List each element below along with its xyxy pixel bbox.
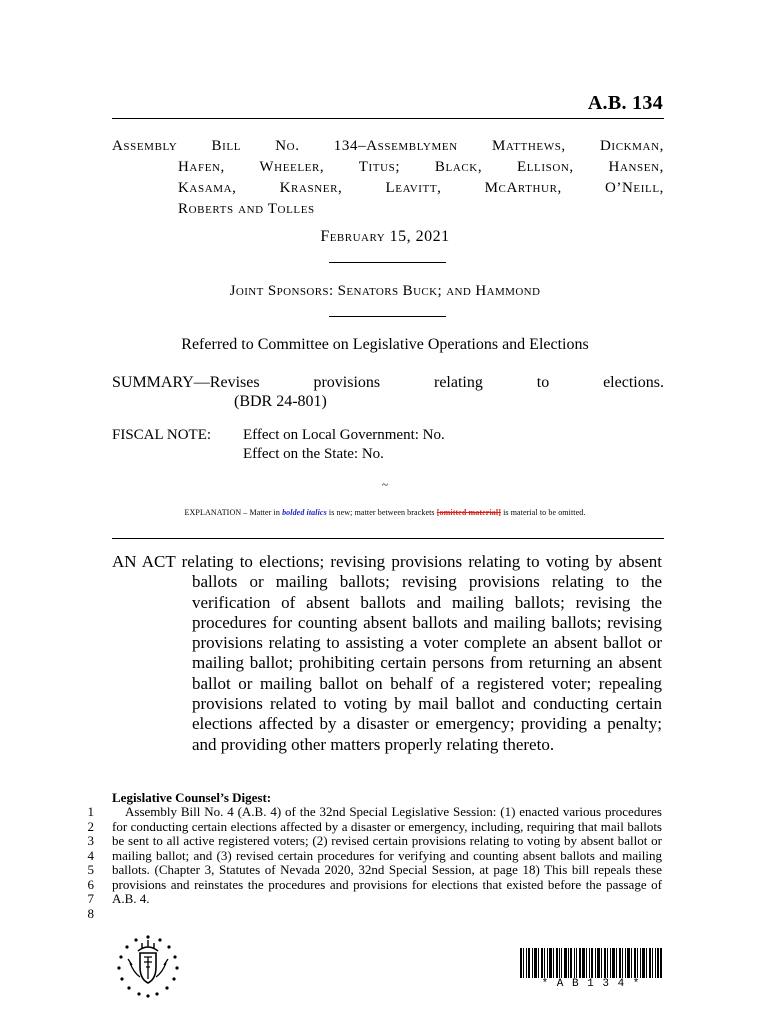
top-divider <box>112 118 664 119</box>
explanation-prefix: EXPLANATION – Matter in <box>184 508 280 517</box>
fiscal-local-effect: Effect on Local Government: No. <box>243 427 445 443</box>
digest-body: Assembly Bill No. 4 (A.B. 4) of the 32nd Special Legislative Session: (1) enacted various procedures for conducting certain elections affected by a disaster or emergency, including, requiring that mail ballots be sent to all active registered voters; (2) revised certain provisions relating to voting by absent ballot or mailing ballot; and (3) revised certain procedures for verifying and counting absent ballots and mailing ballots. (Chapter 3, Statutes of Nevada 2020, 32nd Special Session, at page 18) This bill repeals these provisions and reinstates the procedures and provisions for elections that existed before the passage of A.B. 4. <box>112 804 662 906</box>
summary-word-elections: elections. <box>603 374 664 391</box>
summary-word-to: to <box>536 374 550 391</box>
explanation-new-text: bolded italics <box>282 508 327 517</box>
explanation-omitted-text: [omitted material] <box>436 508 501 517</box>
line-number: 5 <box>87 862 94 877</box>
date-rule <box>329 262 446 263</box>
joint-sponsors: Joint Sponsors: Senators Buck; and Hammond <box>229 283 541 299</box>
line-number: 2 <box>87 818 94 834</box>
introduction-date: February 15, 2021 <box>320 228 450 245</box>
act-title: AN ACT relating to elections; revising provisions relating to voting by absent ballots or mailing ballots; revising provisions relating to the verification of absent ballots and mailing ballots; revising the procedures for counting absent ballots and mailing ballots; revising provisions relating to assisting a voter complete an absent ballot or mailing ballot; prohibiting certain persons from returning an absent ballot or mailing ballot on behalf of a registered voter; repealing provisions related to voting by mail ballot and conducting certain elections affected by a disaster or emergency; providing a penalty; and providing other matters properly relating thereto. <box>112 552 662 754</box>
explanation-note <box>0 508 770 517</box>
line-number: 7 <box>87 891 94 906</box>
joint-sponsors-rule <box>329 316 446 317</box>
sponsors-line-3: Kasama, Krasner, Leavitt, McArthur, O’Neill, <box>178 180 664 196</box>
mid-divider <box>112 538 664 539</box>
line-number: 1 <box>87 804 94 819</box>
line-number: 3 <box>87 833 94 848</box>
digest-title: Legislative Counsel’s Digest: <box>112 790 272 805</box>
state-seal-icon <box>116 933 180 999</box>
summary-label: SUMMARY—Revises <box>112 374 260 391</box>
explanation-suffix: is material to be omitted. <box>503 508 586 517</box>
barcode-label: * A B 1 3 4 * <box>541 978 641 990</box>
bill-number: A.B. 134 <box>587 92 663 114</box>
summary-word-relating: relating <box>434 374 483 391</box>
fiscal-state-effect: Effect on the State: No. <box>243 446 384 462</box>
tilde-separator: ~ <box>382 479 388 491</box>
summary-word-provisions: provisions <box>313 374 381 391</box>
line-number: 8 <box>87 905 94 921</box>
explanation-middle: is new; matter between brackets <box>328 508 435 517</box>
line-number: 6 <box>87 876 94 892</box>
summary-block <box>112 373 664 411</box>
sponsors-line-2: Hafen, Wheeler, Titus; Black, Ellison, Hansen, <box>178 159 664 175</box>
sponsors-line-4: Roberts and Tolles <box>178 201 315 217</box>
line-number: 4 <box>87 847 94 863</box>
barcode-icon <box>520 948 662 978</box>
sponsors-line-1: Assembly Bill No. 134–Assemblymen Matthews, Dickman, <box>112 138 664 154</box>
fiscal-note-label: FISCAL NOTE: <box>112 427 212 443</box>
digest-line-numbers <box>80 805 94 921</box>
fiscal-note <box>112 426 664 464</box>
summary-bdr: (BDR 24-801) <box>234 393 327 410</box>
sponsors-block <box>112 136 664 220</box>
committee-referral: Referred to Committee on Legislative Operations and Elections <box>181 336 589 353</box>
